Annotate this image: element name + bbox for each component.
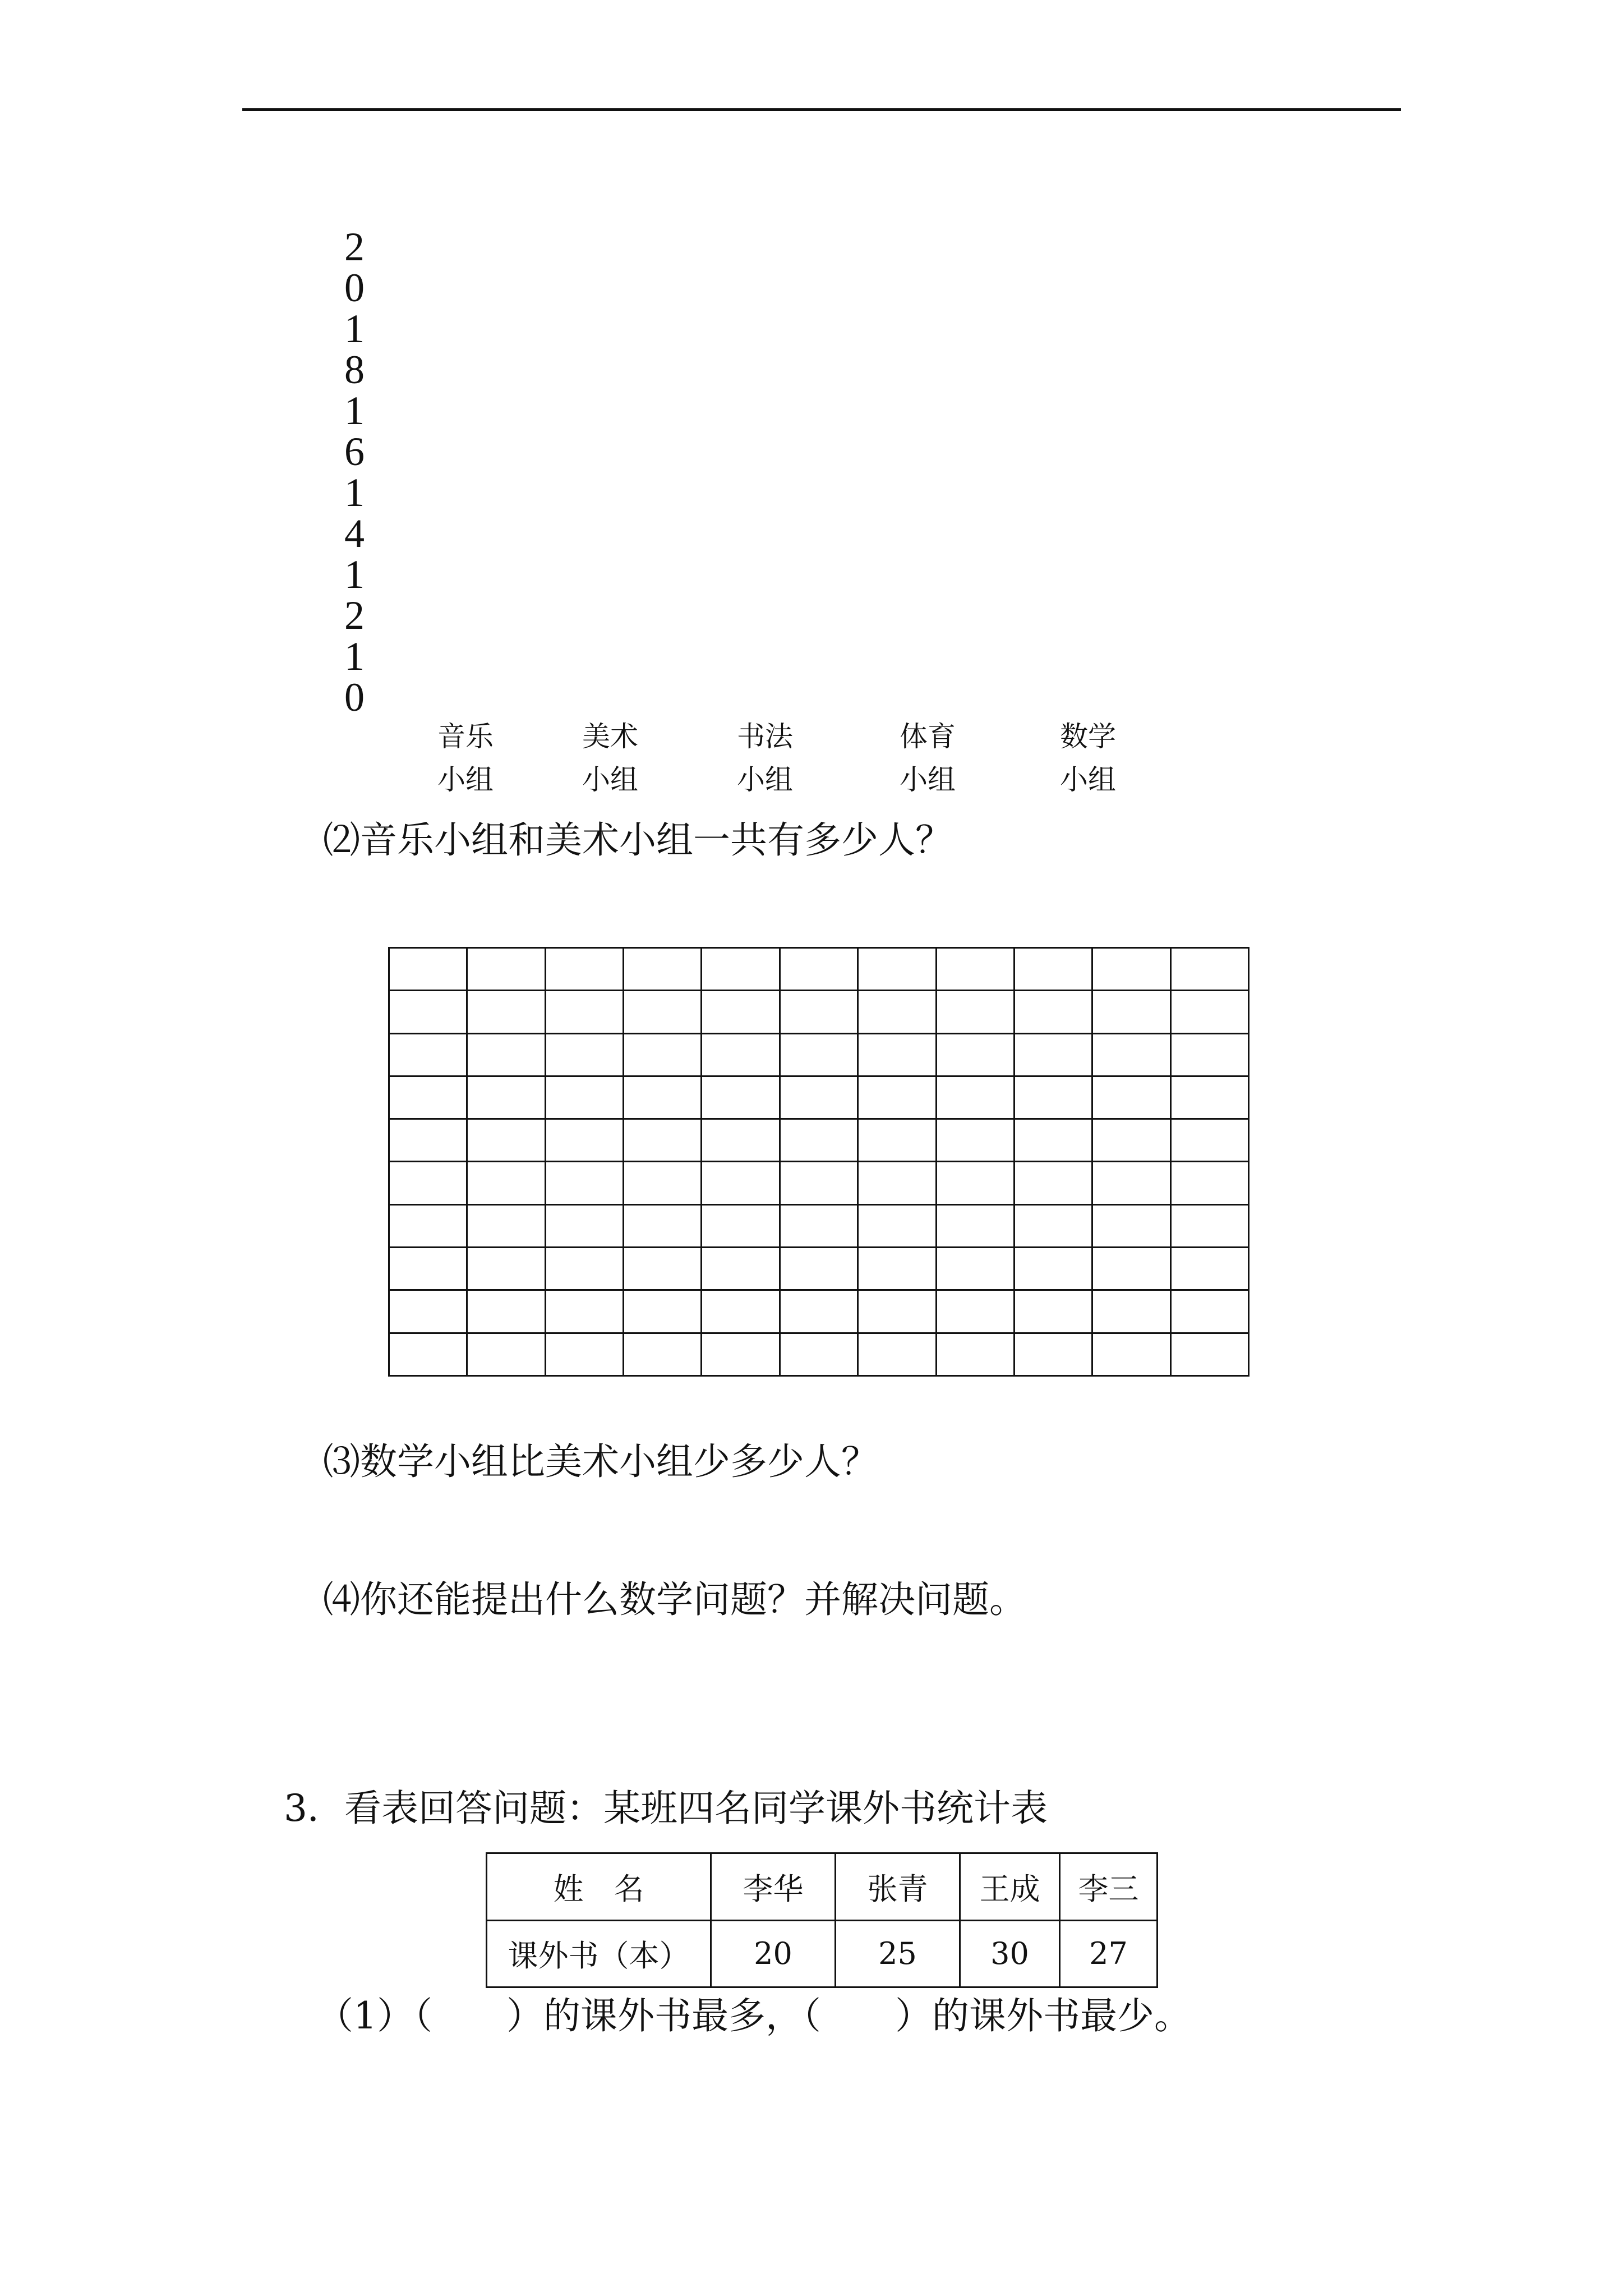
grid-cell[interactable]	[1092, 1162, 1170, 1204]
grid-cell[interactable]	[936, 1204, 1014, 1247]
x-tick-label: 数学	[1060, 720, 1116, 753]
grid-cell[interactable]	[858, 1119, 936, 1162]
grid-cell[interactable]	[780, 1076, 857, 1119]
grid-cell[interactable]	[702, 1162, 780, 1204]
y-tick-digit: 1	[344, 388, 365, 433]
grid-cell[interactable]	[780, 948, 857, 991]
grid-cell[interactable]	[467, 991, 545, 1033]
grid-cell[interactable]	[936, 1033, 1014, 1076]
stats-row-label: 课外书（本）	[487, 1920, 711, 1987]
grid-cell[interactable]	[389, 1248, 467, 1290]
grid-cell[interactable]	[780, 1204, 857, 1247]
grid-cell[interactable]	[545, 948, 623, 991]
grid-cell[interactable]	[858, 1204, 936, 1247]
x-tick-label: 小组	[582, 763, 638, 796]
grid-cell[interactable]	[780, 1333, 857, 1375]
x-tick-label: 小组	[437, 763, 494, 796]
y-tick-digit: 2	[344, 224, 365, 269]
grid-cell[interactable]	[1170, 1290, 1248, 1333]
grid-cell[interactable]	[858, 991, 936, 1033]
grid-cell[interactable]	[702, 1248, 780, 1290]
grid-cell[interactable]	[545, 1033, 623, 1076]
grid-cell[interactable]	[1014, 1248, 1092, 1290]
grid-row	[389, 1333, 1249, 1375]
grid-cell[interactable]	[780, 1119, 857, 1162]
grid-cell[interactable]	[624, 1162, 702, 1204]
grid-row	[389, 1204, 1249, 1247]
stats-name-cell: 李三	[1060, 1853, 1158, 1921]
grid-cell[interactable]	[467, 1119, 545, 1162]
grid-cell[interactable]	[1014, 948, 1092, 991]
grid-cell[interactable]	[389, 1162, 467, 1204]
grid-cell[interactable]	[1092, 1333, 1170, 1375]
y-tick-digit: 8	[344, 347, 365, 392]
grid-cell[interactable]	[1092, 1076, 1170, 1119]
y-tick-digit: 1	[344, 552, 365, 597]
grid-cell[interactable]	[1170, 1333, 1248, 1375]
grid-cell[interactable]	[1170, 1162, 1248, 1204]
grid-cell[interactable]	[936, 991, 1014, 1033]
x-tick-label: 体育	[900, 720, 956, 753]
grid-cell[interactable]	[702, 1290, 780, 1333]
y-tick-digit: 2	[344, 593, 365, 638]
x-tick-label: 小组	[737, 763, 793, 796]
grid-cell[interactable]	[702, 948, 780, 991]
grid-cell[interactable]	[1170, 991, 1248, 1033]
grid-cell[interactable]	[389, 991, 467, 1033]
section-3-title: 3．看表回答问题：某班四名同学课外书统计表	[284, 1787, 1048, 1830]
grid-cell[interactable]	[936, 1333, 1014, 1375]
grid-cell[interactable]	[1092, 991, 1170, 1033]
grid-cell[interactable]	[936, 948, 1014, 991]
grid-cell[interactable]	[545, 1333, 623, 1375]
grid-cell[interactable]	[858, 1290, 936, 1333]
grid-cell[interactable]	[545, 1248, 623, 1290]
grid-cell[interactable]	[389, 1033, 467, 1076]
grid-cell[interactable]	[624, 1033, 702, 1076]
y-tick-digit: 0	[344, 675, 365, 720]
grid-cell[interactable]	[467, 1290, 545, 1333]
grid-cell[interactable]	[780, 991, 857, 1033]
grid-cell[interactable]	[1014, 1162, 1092, 1204]
grid-cell[interactable]	[780, 1162, 857, 1204]
grid-cell[interactable]	[545, 991, 623, 1033]
grid-cell[interactable]	[624, 1204, 702, 1247]
grid-cell[interactable]	[545, 1204, 623, 1247]
grid-row	[389, 1119, 1249, 1162]
grid-cell[interactable]	[1092, 948, 1170, 991]
y-tick-digit: 1	[344, 470, 365, 515]
grid-cell[interactable]	[702, 1119, 780, 1162]
question-3: ⑶数学小组比美术小组少多少人？	[323, 1440, 878, 1483]
grid-cell[interactable]	[702, 1033, 780, 1076]
grid-cell[interactable]	[545, 1290, 623, 1333]
grid-cell[interactable]	[389, 1333, 467, 1375]
answer-grid	[388, 947, 1249, 1377]
grid-cell[interactable]	[702, 991, 780, 1033]
grid-cell[interactable]	[389, 1204, 467, 1247]
grid-cell[interactable]	[858, 948, 936, 991]
grid-row	[389, 1033, 1249, 1076]
grid-cell[interactable]	[624, 991, 702, 1033]
y-tick-digit: 4	[344, 511, 365, 556]
x-tick-label: 书法	[737, 720, 793, 753]
grid-cell[interactable]	[1014, 1119, 1092, 1162]
grid-cell[interactable]	[936, 1290, 1014, 1333]
grid-cell[interactable]	[780, 1290, 857, 1333]
stats-name-cell: 张青	[836, 1853, 960, 1921]
y-tick-digit: 6	[344, 429, 365, 474]
grid-cell[interactable]	[702, 1204, 780, 1247]
grid-cell[interactable]	[1170, 1076, 1248, 1119]
x-tick-label: 音乐	[437, 720, 494, 753]
grid-cell[interactable]	[936, 1119, 1014, 1162]
stats-table	[486, 1852, 1158, 1988]
grid-cell[interactable]	[1170, 1033, 1248, 1076]
grid-cell[interactable]	[545, 1119, 623, 1162]
x-tick-label: 美术	[582, 720, 638, 753]
grid-cell[interactable]	[1014, 1033, 1092, 1076]
grid-cell[interactable]	[858, 1162, 936, 1204]
grid-cell[interactable]	[936, 1076, 1014, 1119]
grid-row	[389, 1162, 1249, 1204]
header-rule	[242, 108, 1401, 111]
grid-cell[interactable]	[624, 1333, 702, 1375]
x-tick-label: 小组	[900, 763, 956, 796]
grid-cell[interactable]	[1170, 1119, 1248, 1162]
grid-cell[interactable]	[1170, 1204, 1248, 1247]
grid-row	[389, 948, 1249, 991]
stats-value-row	[487, 1920, 1158, 1987]
grid-cell[interactable]	[624, 1248, 702, 1290]
grid-cell[interactable]	[702, 1076, 780, 1119]
grid-cell[interactable]	[1170, 948, 1248, 991]
grid-row	[389, 1248, 1249, 1290]
section-3-question-1: （1）（ ）的课外书最多，（ ）的课外书最少。	[316, 1994, 1191, 2037]
grid-cell[interactable]	[1092, 1119, 1170, 1162]
y-tick-digit: 1	[344, 634, 365, 679]
grid-cell[interactable]	[467, 1162, 545, 1204]
grid-cell[interactable]	[624, 948, 702, 991]
stats-value-cell: 20	[711, 1920, 836, 1987]
grid-cell[interactable]	[467, 1076, 545, 1119]
grid-cell[interactable]	[1014, 1076, 1092, 1119]
grid-cell[interactable]	[1014, 1290, 1092, 1333]
grid-cell[interactable]	[545, 1162, 623, 1204]
grid-cell[interactable]	[467, 948, 545, 991]
grid-cell[interactable]	[1014, 1333, 1092, 1375]
question-2: ⑵音乐小组和美术小组一共有多少人？	[323, 818, 952, 862]
grid-cell[interactable]	[1014, 1204, 1092, 1247]
grid-cell[interactable]	[858, 1033, 936, 1076]
grid-cell[interactable]	[545, 1076, 623, 1119]
grid-cell[interactable]	[936, 1162, 1014, 1204]
grid-cell[interactable]	[389, 1290, 467, 1333]
grid-cell[interactable]	[1014, 991, 1092, 1033]
grid-cell[interactable]	[389, 1119, 467, 1162]
stats-value-cell: 30	[960, 1920, 1060, 1987]
grid-cell[interactable]	[467, 1033, 545, 1076]
grid-cell[interactable]	[467, 1248, 545, 1290]
x-tick-label: 小组	[1060, 763, 1116, 796]
grid-row	[389, 1076, 1249, 1119]
stats-value-cell: 25	[836, 1920, 960, 1987]
y-tick-digit: 0	[344, 265, 365, 310]
grid-row	[389, 991, 1249, 1033]
grid-cell[interactable]	[858, 1248, 936, 1290]
grid-cell[interactable]	[467, 1204, 545, 1247]
grid-cell[interactable]	[936, 1248, 1014, 1290]
grid-cell[interactable]	[389, 948, 467, 991]
grid-cell[interactable]	[702, 1333, 780, 1375]
stats-name-cell: 李华	[711, 1853, 836, 1921]
grid-cell[interactable]	[780, 1033, 857, 1076]
grid-cell[interactable]	[1092, 1204, 1170, 1247]
grid-cell[interactable]	[624, 1119, 702, 1162]
grid-cell[interactable]	[624, 1076, 702, 1119]
grid-cell[interactable]	[467, 1333, 545, 1375]
grid-cell[interactable]	[858, 1076, 936, 1119]
question-4: ⑷你还能提出什么数学问题？并解决问题。	[323, 1578, 1026, 1621]
grid-cell[interactable]	[1092, 1248, 1170, 1290]
stats-name-cell: 王成	[960, 1853, 1060, 1921]
stats-header-label: 姓 名	[487, 1853, 711, 1921]
grid-cell[interactable]	[389, 1076, 467, 1119]
grid-cell[interactable]	[1170, 1248, 1248, 1290]
stats-value-cell: 27	[1060, 1920, 1158, 1987]
grid-cell[interactable]	[624, 1290, 702, 1333]
grid-cell[interactable]	[1092, 1290, 1170, 1333]
y-tick-digit: 1	[344, 306, 365, 351]
grid-cell[interactable]	[858, 1333, 936, 1375]
grid-cell[interactable]	[780, 1248, 857, 1290]
grid-cell[interactable]	[1092, 1033, 1170, 1076]
stats-header-row	[487, 1853, 1158, 1921]
grid-row	[389, 1290, 1249, 1333]
